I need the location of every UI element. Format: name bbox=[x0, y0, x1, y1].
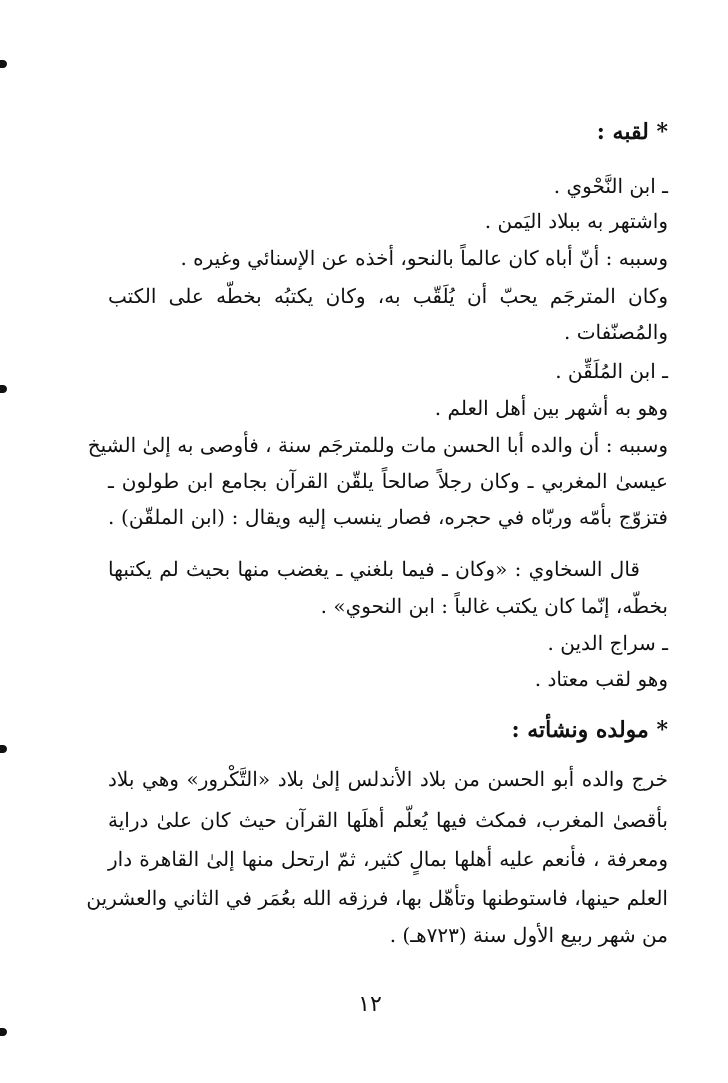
text-line: ـ ابن النَّحْوي . bbox=[553, 174, 668, 198]
text-line: والمُصنّفات . bbox=[563, 320, 668, 344]
text-line: ـ سراج الدين . bbox=[547, 631, 668, 655]
text-line: واشتهر به ببلاد اليَمن . bbox=[484, 209, 668, 233]
page-number: ١٢ bbox=[358, 992, 382, 1017]
text-line: من شهر ربيع الأول سنة (٧٢٣هـ) . bbox=[389, 923, 668, 947]
section-heading-laqab: * لقبه : bbox=[596, 119, 668, 145]
text-line: وهو به أشهر بين أهل العلم . bbox=[434, 396, 668, 420]
text-line: بخطّه، إنّما كان يكتب غالباً : ابن النحوي» . bbox=[320, 594, 668, 618]
text-line: وهو لقب معتاد . bbox=[534, 667, 668, 691]
text-line: العلم حينها، فاستوطنها وتأهّل بها، فرزقه الله بعُمَر في الثاني والعشرين bbox=[86, 886, 668, 910]
scan-edge-mark bbox=[0, 1028, 7, 1036]
text-line: وسببه : أن والده أبا الحسن مات وللمترجَم سنة ، فأوصى به إلىٰ الشيخ bbox=[87, 433, 668, 457]
text-line: ومعرفة ، فأنعم عليه أهلها بمالٍ كثير، ثمّ ارتحل منها إلىٰ القاهرة دار bbox=[108, 847, 668, 871]
text-line: فتزوّج بأمّه وربّاه في حجره، فصار ينسب إليه ويقال : (ابن الملقّن) . bbox=[108, 505, 668, 529]
quote-line: قال السخاوي : «وكان ـ فيما بلغني ـ يغضب منها بحيث لم يكتبها bbox=[108, 557, 640, 581]
scan-edge-mark bbox=[0, 60, 7, 68]
scan-edge-mark bbox=[0, 745, 7, 753]
text-line: ـ ابن المُلَقِّن . bbox=[555, 359, 668, 383]
text-line: بأقصىٰ المغرب، فمكث فيها يُعلّم أهلَها القرآن حيث كان علىٰ دراية bbox=[108, 808, 668, 832]
text-line: عيسىٰ المغربي ـ وكان رجلاً صالحاً يلقّن القرآن بجامع ابن طولون ـ bbox=[108, 469, 668, 493]
text-line: وسببه : أنّ أباه كان عالماً بالنحو، أخذه عن الإسنائي وغيره . bbox=[180, 246, 668, 270]
section-heading-birth: * مولده ونشأته : bbox=[511, 717, 668, 743]
scan-edge-mark bbox=[0, 385, 7, 393]
text-line: وكان المترجَم يحبّ أن يُلَقّب به، وكان يكتبُه بخطّه على الكتب bbox=[108, 284, 668, 308]
text-line: خرج والده أبو الحسن من بلاد الأندلس إلىٰ بلاد «التَّكْرور» وهي بلاد bbox=[108, 767, 668, 791]
